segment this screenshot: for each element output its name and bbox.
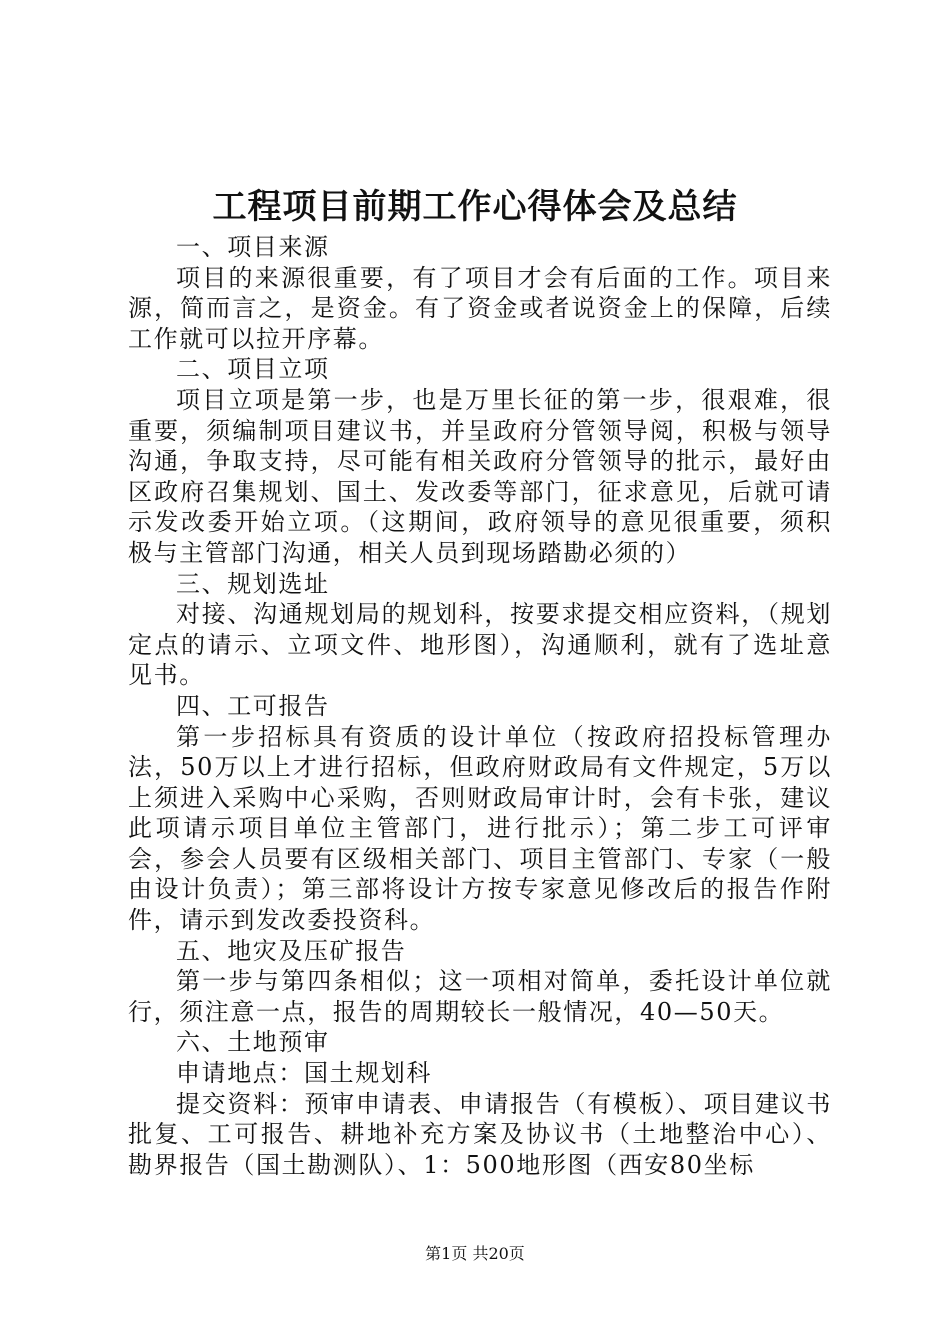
body-paragraph: 对接、沟通规划局的规划科，按要求提交相应资料，（规划定点的请示、立项文件、地形图），沟通顺利，就有了选址意见书。 [128, 600, 832, 690]
body-paragraph: 提交资料：预审申请表、申请报告（有模板）、项目建议书批复、工可报告、耕地补充方案及协议书（土地整治中心）、勘界报告（国土勘测队）、1：500地形图（西安80坐标 [128, 1089, 832, 1179]
section-heading: 五、地灾及压矿报告 [176, 936, 407, 965]
section-heading: 四、工可报告 [176, 691, 330, 720]
body-paragraph: 申请地点：国土规划科 [176, 1059, 432, 1088]
body-paragraph: 项目的来源很重要，有了项目才会有后面的工作。项目来源，简而言之，是资金。有了资金或者说资金上的保障，后续工作就可以拉开序幕。 [128, 263, 832, 353]
section-heading: 六、土地预审 [176, 1028, 330, 1057]
section-heading: 一、项目来源 [176, 233, 330, 261]
document-body [128, 232, 832, 1180]
document-title: 工程项目前期工作心得体会及总结 [212, 187, 738, 227]
page-number-footer: 第1页 共20页 [425, 1244, 525, 1263]
body-paragraph: 第一步与第四条相似；这一项相对简单，委托设计单位就行，须注意一点，报告的周期较长一般情况，40—50天。 [128, 967, 832, 1026]
body-paragraph: 项目立项是第一步，也是万里长征的第一步，很艰难，很重要，须编制项目建议书，并呈政府分管领导阅，积极与领导沟通，争取支持，尽可能有相关政府分管领导的批示，最好由区政府召集规划、国土、发改委等部门，征求意见，后就可请示发改委开始立项。（这期间，政府领导的意见很重要，须积极与主管部门沟通，相关人员到现场踏勘必须的） [128, 385, 832, 567]
body-paragraph: 第一步招标具有资质的设计单位（按政府招投标管理办法，50万以上才进行招标，但政府财政局有文件规定，5万以上须进入采购中心采购，否则财政局审计时，会有卡张，建议此项请示项目单位主管部门，进行批示）；第二步工可评审会，参会人员要有区级相关部门、项目主管部门、专家（一般由设计负责）；第三部将设计方按专家意见修改后的报告作附件，请示到发改委投资科。 [128, 722, 832, 935]
section-heading: 三、规划选址 [176, 569, 330, 598]
section-heading: 二、项目立项 [176, 355, 330, 384]
